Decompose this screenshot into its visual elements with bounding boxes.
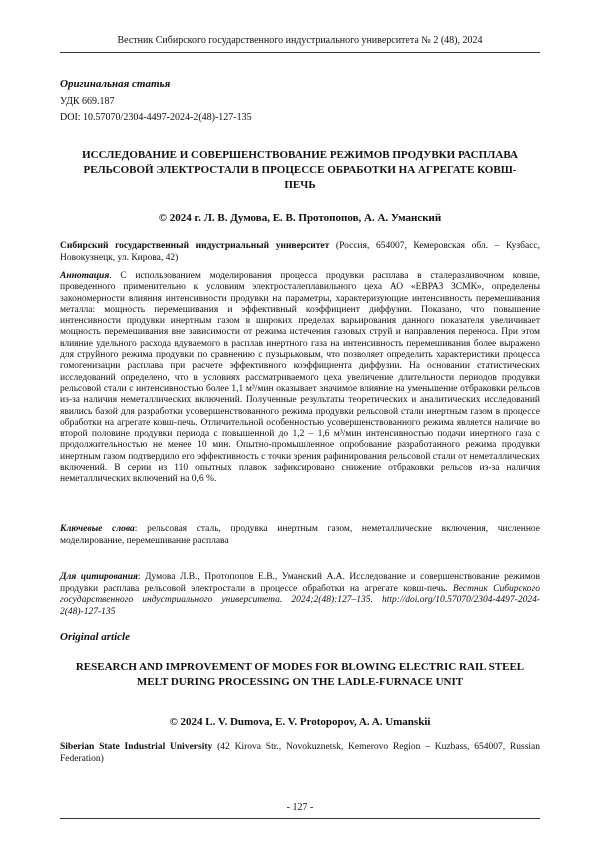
affiliation-ru [60, 240, 540, 264]
citation-journal[interactable]: Вестник Сибирского государственного индустриального университета. 2024;2(48):127–135. http://doi.org/10.57070/2304-4497-2024-2(48)-127-135 [60, 583, 540, 617]
affiliation-en-address: (42 Kirova Str., Novokuznetsk, Kemerovo Region – Kuzbass, 654007, Russian Federation) [60, 742, 540, 764]
citation-label: Для цитирования [60, 572, 138, 582]
udk-code: УДК 669.187 [60, 96, 115, 107]
article-type-ru: Оригинальная статья [60, 78, 171, 90]
affiliation-ru-name: Сибирский государственный индустриальный университет [60, 241, 330, 251]
title-en: RESEARCH AND IMPROVEMENT OF MODES FOR BLOWING ELECTRIC RAIL STEEL MELT DURING PROCESSING ON THE LADLE-FURNACE UNIT [75, 661, 525, 688]
authors-ru: © 2024 г. Л. В. Думова, Е. В. Протопопов, А. А. Уманский [158, 212, 442, 224]
doi-link[interactable]: DOI: 10.57070/2304-4497-2024-2(48)-127-135 [60, 112, 252, 123]
affiliation-en-name: Siberian State Industrial University [60, 742, 213, 752]
authors-en: © 2024 L. V. Dumova, E. V. Protopopov, A. A. Umanskii [169, 716, 431, 728]
title-ru: ИССЛЕДОВАНИЕ И СОВЕРШЕНСТВОВАНИЕ РЕЖИМОВ ПРОДУВКИ РАСПЛАВА РЕЛЬСОВОЙ ЭЛЕКТРОСТАЛИ В ПРОЦЕССЕ ОБРАБОТКИ НА АГРЕГАТЕ КОВШ-ПЕЧЬ [82, 149, 518, 191]
abstract-ru [60, 271, 540, 486]
citation-text: : Думова Л.В., Протопопов Е.В., Уманский А.А. Исследование и совершенствование режимов продувки расплава рельсовой электростали в процессе обработки на агрегате ковш-печь. [60, 572, 540, 594]
abstract-text: . С использованием моделирования процесса продувки расплава в сталеразливочном ковше, проведенного применительно к условиям электросталеплавильного цеха АО «ЕВРАЗ ЗСМК», определены закономерности влияния интенсивности продувки на параметры, характеризующие интенсивность перемешивания металла: мощность перемешивания и эффективный коэффициент диффузии. Показано, что повышение интенсивности продувки инертным газом в широких пределах варьирования данного показателя увеличивает мощность перемешивания вне зависимости от режима истечения газовых струй и направления переноса. При этом влияние удельного расхода вдуваемого в расплав инертного газа на интенсивность перемешивания более выражено для струйного режима продувки по сравнению с пузырьковым, что позволяет определить характеристики процесса гомогенизации расплава при расчете эффективного коэффициента диффузии. На основании статистических исследований определено, что в условиях рассматриваемого цеха увеличение длительности периодов продувки рельсовой стали с интенсивностью более 1,1 м³/мин оказывает значимое влияние на уменьшение отбраковки рельсов из-за наличия неметаллических включений. Полученные результаты теоретических и аналитических исследований явились базой для разработки усовершенствованного режима продувки рельсовой стали инертным газом в процессе обработки на агрегате ковш-печь. Отличительной особенностью усовершенствованного режима является наличие во второй половине продувки периода с повышенной до 1,2 – 1,6 м³/мин интенсивностью подачи инертного газа с продолжительностью не менее 10 мин. Опытно-промышленное опробование разработанного режима продувки инертным газом подтвердило его эффективность с точки зрения рафинирования рельсовой стали от неметаллических включений. В серии из 110 опытных плавок зафиксировано снижение отбраковки рельсов из-за наличия неметаллических включений на 0,6 %. [60, 271, 540, 485]
article-type-en: Original article [60, 631, 130, 643]
keywords-text: : рельсовая сталь, продувка инертным газом, неметаллические включения, численное моделирование, перемешивание расплава [60, 524, 541, 546]
affiliation-en [60, 741, 540, 765]
affiliation-ru-address: (Россия, 654007, Кемеровская обл. – Кузбасс, Новокузнецк, ул. Кирова, 42) [60, 241, 540, 263]
header-rule [60, 52, 540, 53]
abstract-label: Аннотация [60, 271, 110, 281]
citation-ru [60, 572, 540, 618]
keywords-ru [60, 524, 540, 547]
running-header: Вестник Сибирского государственного индустриального университета № 2 (48), 2024 [117, 35, 483, 46]
page-number: - 127 - [286, 802, 314, 813]
footer-rule [60, 818, 540, 819]
keywords-label: Ключевые слова [60, 524, 135, 534]
